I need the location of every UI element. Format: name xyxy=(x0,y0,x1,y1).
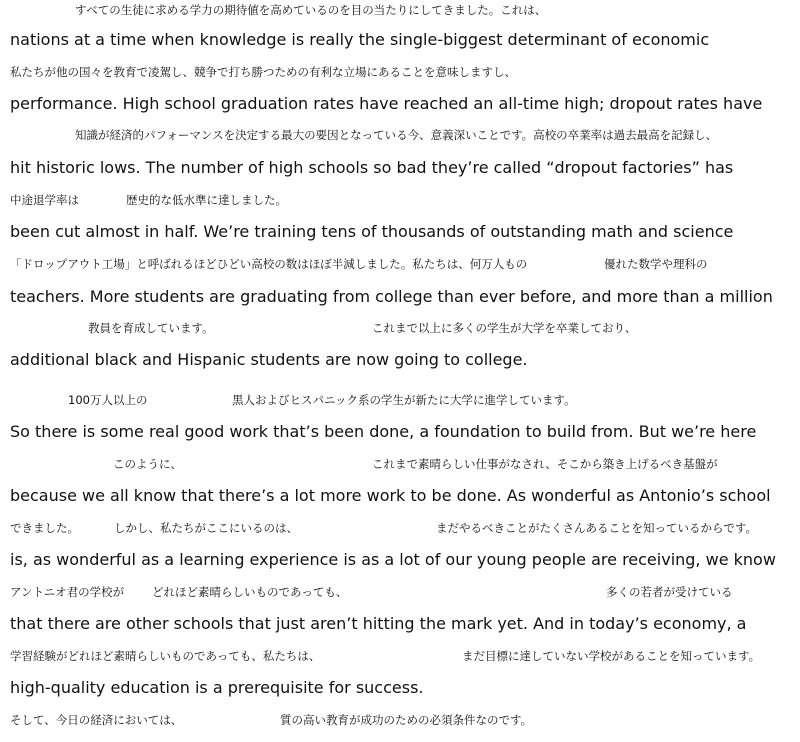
japanese-segment: 黒人およびヒスパニック系の学生が新たに大学に進学しています。 xyxy=(232,393,576,407)
japanese-line xyxy=(88,320,637,336)
japanese-segment: 質の高い教育が成功のための必須条件なのです。 xyxy=(280,713,533,727)
japanese-line xyxy=(10,584,733,600)
english-line: been cut almost in half. We’re training tens of thousands of outstanding math and science xyxy=(10,222,734,241)
english-line: is, as wonderful as a learning experience is as a lot of our young people are receiving, we know xyxy=(10,550,776,569)
japanese-segment: どれほど素晴らしいものであっても、 xyxy=(152,585,348,599)
japanese-segment: 「ドロップアウト工場」と呼ばれるほどひどい高校の数はほぼ半減しました。私たちは、何万人もの xyxy=(10,257,528,271)
japanese-segment: 私たちが他の国々を教育で凌駕し、競争で打ち勝つための有利な立場にあることを意味しますし、 xyxy=(10,65,516,79)
japanese-line xyxy=(10,648,761,664)
japanese-line xyxy=(68,392,576,408)
japanese-segment: 学習経験がどれほど素晴らしいものであっても、私たちは、 xyxy=(10,649,321,663)
japanese-segment: 知識が経済的パフォーマンスを決定する最大の要因となっている今、意義深いことです。高校の卒業率は過去最高を記録し、 xyxy=(75,128,718,142)
japanese-segment: 多くの若者が受けている xyxy=(606,585,733,599)
japanese-segment: 教員を育成しています。 xyxy=(88,321,214,335)
japanese-line xyxy=(10,64,516,80)
japanese-segment: アントニオ君の学校が xyxy=(10,585,125,599)
japanese-segment: 中途退学率は xyxy=(10,193,79,207)
japanese-segment: まだやるべきことがたくさんあることを知っているからです。 xyxy=(436,521,757,535)
english-line: additional black and Hispanic students are now going to college. xyxy=(10,350,528,369)
japanese-line xyxy=(75,127,717,143)
japanese-segment: そして、今日の経済においては、 xyxy=(10,713,183,727)
japanese-line xyxy=(10,256,708,272)
japanese-line xyxy=(75,2,546,18)
japanese-segment: これまで素晴らしい仕事がなされ、そこから築き上げるべき基盤が xyxy=(372,457,718,471)
english-line: teachers. More students are graduating from college than ever before, and more than a million xyxy=(10,287,773,306)
japanese-segment: できました。 xyxy=(10,521,79,535)
english-line: that there are other schools that just aren’t hitting the mark yet. And in today’s economy, a xyxy=(10,614,747,633)
japanese-segment: まだ目標に達していない学校があることを知っています。 xyxy=(462,649,761,663)
japanese-segment: 歴史的な低水準に達しました。 xyxy=(126,193,287,207)
english-line: nations at a time when knowledge is really the single-biggest determinant of economic xyxy=(10,30,710,49)
japanese-line xyxy=(10,712,533,728)
english-line: So there is some real good work that’s been done, a foundation to build from. But we’re here xyxy=(10,422,757,441)
japanese-segment: しかし、私たちがここにいるのは、 xyxy=(114,521,298,535)
japanese-segment: このように、 xyxy=(113,457,182,471)
english-line: because we all know that there’s a lot more work to be done. As wonderful as Antonio’s school xyxy=(10,486,771,505)
english-line: high-quality education is a prerequisite for success. xyxy=(10,678,424,697)
japanese-line xyxy=(10,520,757,536)
japanese-segment: これまで以上に多くの学生が大学を卒業しており、 xyxy=(372,321,637,335)
japanese-segment: 100万人以上の xyxy=(68,393,148,407)
english-line: performance. High school graduation rates have reached an all-time high; dropout rates have xyxy=(10,94,763,113)
japanese-line xyxy=(113,456,718,472)
japanese-segment: 優れた数学や理科の xyxy=(604,257,708,271)
english-line: hit historic lows. The number of high schools so bad they’re called “dropout factories” has xyxy=(10,158,734,177)
japanese-segment: すべての生徒に求める学力の期待値を高めているのを目の当たりにしてきました。これは、 xyxy=(75,3,547,17)
japanese-line xyxy=(10,192,287,208)
